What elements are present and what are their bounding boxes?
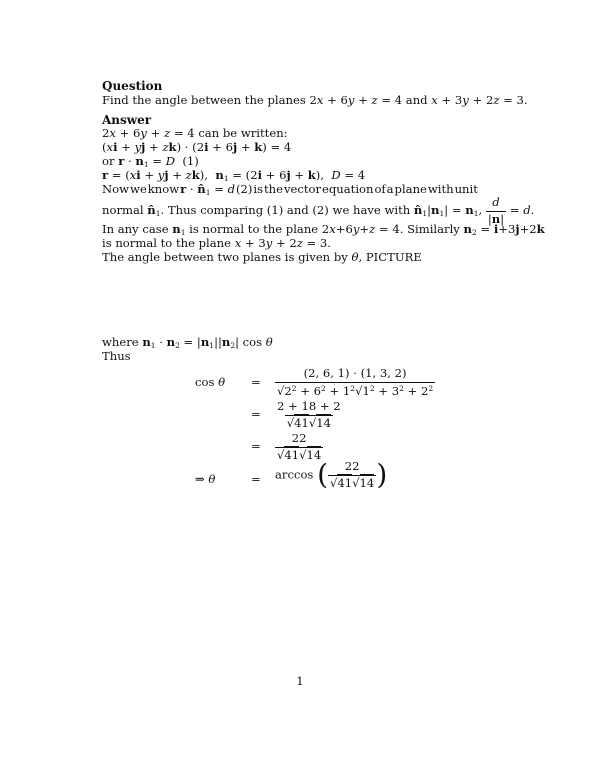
equals-4: = bbox=[251, 472, 261, 486]
answer-line-1: 2x + 6y + z = 4 can be written: bbox=[102, 126, 288, 140]
answer-heading: Answer bbox=[102, 113, 152, 127]
lhs-cos-theta: cos θ bbox=[195, 375, 226, 389]
answer-line-5: Now we know $r \cdot n̂_1 = d$ (2) is the vector equation of a plane with unit bbox=[102, 182, 478, 197]
answer-line-10: where $n_1 \cdot n_2 = |n_1||n_2|$ cos θ bbox=[102, 335, 273, 350]
answer-line-11: Thus bbox=[102, 349, 131, 363]
equals-2: = bbox=[251, 407, 261, 421]
step-2-fraction: $\frac{2 + 18 + 2}{√41√14}$ bbox=[277, 399, 341, 430]
answer-line-2: (xi + yj + zk) · (2i + 6j + k) = 4 bbox=[102, 140, 292, 154]
equals-3: = bbox=[251, 439, 261, 453]
step-3-fraction: $\frac{22}{√41√14}$ bbox=[277, 431, 322, 462]
answer-line-7: In any case $n_1$ is normal to the plane 2x+6y+z = 4. Similarly $n_2 = i+3j+2k$ bbox=[102, 222, 545, 237]
equals-1: = bbox=[251, 375, 261, 389]
fraction-d-over-n: $\frac{d}{|n|}$ bbox=[487, 195, 505, 226]
lhs-implies-theta: ⇒ θ bbox=[195, 472, 216, 486]
question-heading: Question bbox=[102, 79, 163, 93]
page-number: 1 bbox=[296, 674, 304, 688]
question-text: Find the angle between the planes 2x + 6y + z = 4 and x + 3y + 2z = 3. bbox=[102, 93, 528, 107]
answer-line-3: or $r \cdot n_1 = D$ (1) bbox=[102, 154, 199, 169]
answer-line-8: is normal to the plane x + 3y + 2z = 3. bbox=[102, 236, 331, 250]
answer-line-6: normal $n̂_1$. Thus comparing (1) and (2) we have with $n̂_1|n_1| = n_1$, $\frac{d}{|n|}$ = d. bbox=[102, 195, 535, 226]
step-1-fraction: $\frac{(2, 6, 1) \cdot (1, 3, 2)}{√2^2 + 6^2 + 1^2√1^2 + 3^2 + 2^2}$ bbox=[277, 366, 434, 398]
answer-line-4: r = (xi + yj + zk), $n_1 = (2i + 6j + k)$, D = 4 bbox=[102, 168, 366, 183]
answer-line-9: The angle between two planes is given by θ, PICTURE bbox=[102, 250, 422, 264]
step-4-arccos: arccos ( $\frac{22}{√41√14}$ ) bbox=[275, 458, 388, 492]
